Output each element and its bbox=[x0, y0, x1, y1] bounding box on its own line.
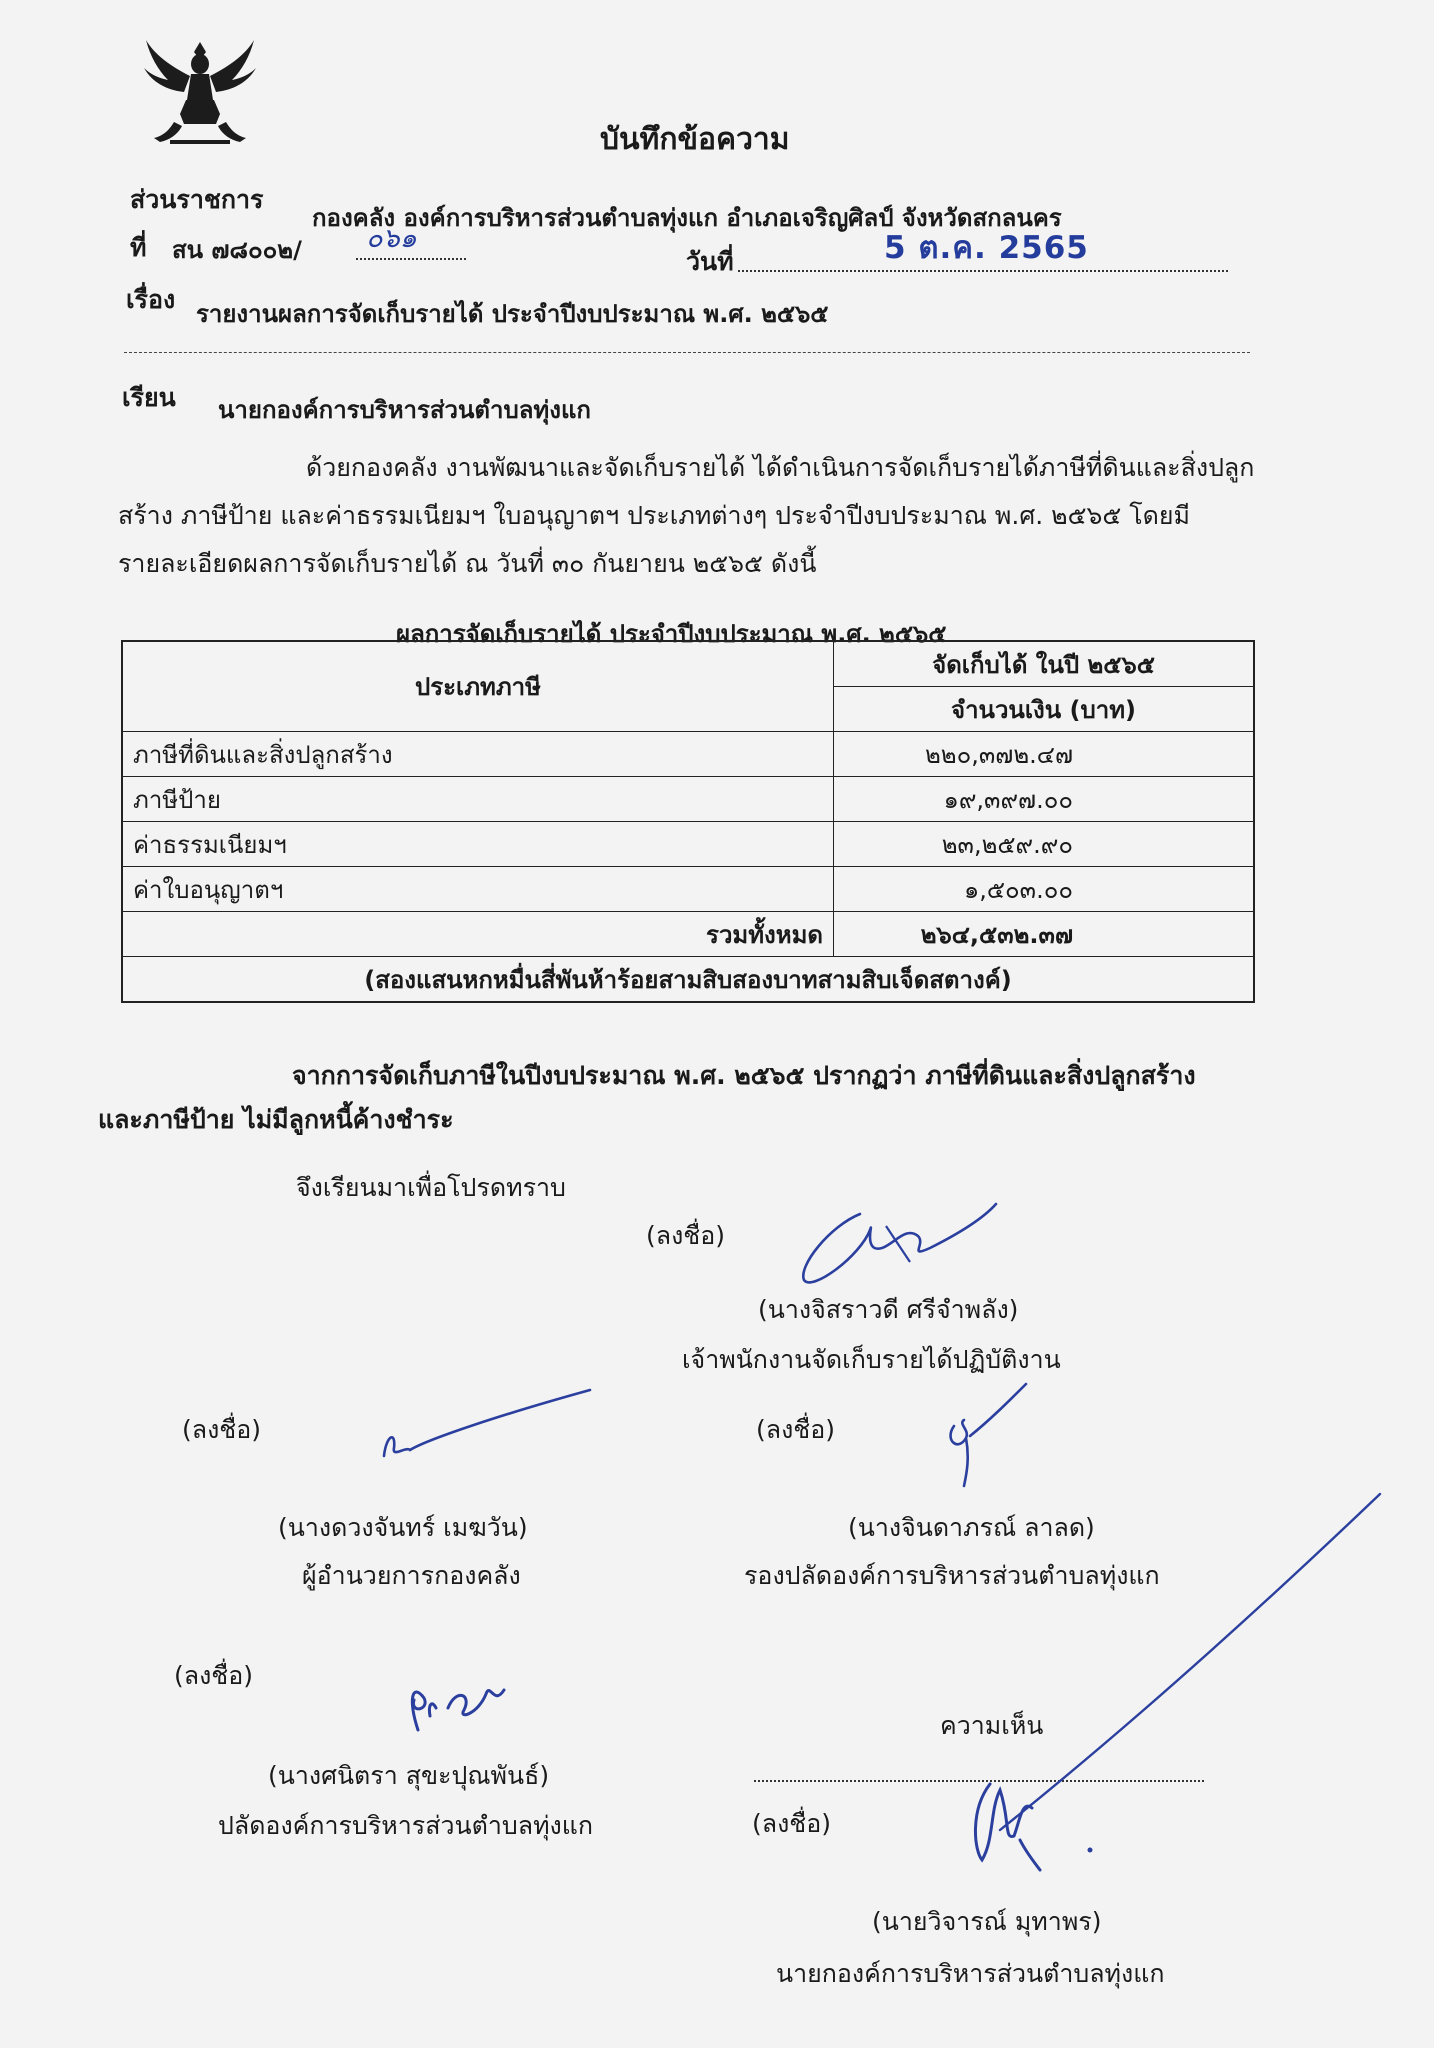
clerk-title: ปลัดองค์การบริหารส่วนตำบลทุ่งแก bbox=[218, 1811, 593, 1840]
total-words-row bbox=[122, 957, 1254, 1003]
row-amount: ๑,๕๐๓.๐๐ bbox=[834, 867, 1255, 912]
deputy-title: รองปลัดองค์การบริหารส่วนตำบลทุ่งแก bbox=[744, 1561, 1160, 1590]
mayor-signature-icon bbox=[960, 1490, 1390, 1880]
table-caption: ผลการจัดเก็บรายได้ ประจำปีงบประมาณ พ.ศ. ๒๕๖๕ bbox=[396, 620, 947, 648]
ref-label: ที่ bbox=[130, 233, 147, 262]
finance-name: (นางดวงจันทร์ เมฆวัน) bbox=[278, 1513, 528, 1542]
total-label: รวมทั้งหมด bbox=[122, 912, 834, 957]
agency-value: กองคลัง องค์การบริหารส่วนตำบลทุ่งแก อำเภอเจริญศิลป์ จังหวัดสกลนคร bbox=[312, 204, 1062, 232]
sign-label-deputy: (ลงชื่อ) bbox=[756, 1415, 836, 1444]
clerk-signature-icon bbox=[400, 1660, 520, 1740]
subject-label: เรื่อง bbox=[126, 285, 176, 314]
row-amount: ๑๙,๓๙๗.๐๐ bbox=[834, 777, 1255, 822]
row-amount: ๒๒๐,๓๗๒.๔๗ bbox=[834, 732, 1255, 777]
total-words: (สองแสนหกหมื่นสี่พันห้าร้อยสามสิบสองบาทสามสิบเจ็ดสตางค์) bbox=[122, 957, 1254, 1003]
to-label: เรียน bbox=[122, 383, 176, 412]
total-amount: ๒๖๔,๕๓๒.๓๗ bbox=[834, 912, 1255, 957]
mayor-name: (นายวิจารณ์ มุทาพร) bbox=[872, 1907, 1102, 1936]
finance-title: ผู้อำนวยการกองคลัง bbox=[302, 1561, 521, 1590]
officer-signature-icon bbox=[790, 1196, 1010, 1296]
mayor-title: นายกองค์การบริหารส่วนตำบลทุ่งแก bbox=[776, 1959, 1165, 1988]
row-type: ค่าใบอนุญาตฯ bbox=[122, 867, 834, 912]
conclusion-line-1: จากการจัดเก็บภาษีในปีงบประมาณ พ.ศ. ๒๕๖๕ ปรากฏว่า ภาษีที่ดินและสิ่งปลูกสร้าง bbox=[292, 1061, 1196, 1090]
document-title: บันทึกข้อความ bbox=[600, 122, 790, 157]
date-label: วันที่ bbox=[686, 247, 734, 276]
header-amount: จำนวนเงิน (บาท) bbox=[834, 687, 1255, 732]
row-type: ภาษีที่ดินและสิ่งปลูกสร้าง bbox=[122, 732, 834, 777]
table-row bbox=[122, 867, 1254, 912]
ref-handwritten-number: ๐๖๑ bbox=[366, 223, 417, 254]
table-row bbox=[122, 732, 1254, 777]
row-type: ภาษีป้าย bbox=[122, 777, 834, 822]
ref-prefix: สน ๗๘๐๐๒/ bbox=[172, 236, 302, 264]
table-row bbox=[122, 822, 1254, 867]
body-line-1: ด้วยกองคลัง งานพัฒนาและจัดเก็บรายได้ ได้ดำเนินการจัดเก็บรายได้ภาษีที่ดินและสิ่งปลูก bbox=[306, 453, 1255, 482]
clerk-name: (นางศนิตรา สุขะปุณพันธ์) bbox=[268, 1761, 550, 1790]
to-value: นายกองค์การบริหารส่วนตำบลทุ่งแก bbox=[218, 396, 591, 424]
sign-label-finance: (ลงชื่อ) bbox=[182, 1415, 262, 1444]
officer-name: (นางจิสราวดี ศรีจำพลัง) bbox=[758, 1295, 1019, 1324]
body-line-3: รายละเอียดผลการจัดเก็บรายได้ ณ วันที่ ๓๐ กันยายน ๒๕๖๕ ดังนี้ bbox=[118, 549, 817, 578]
garuda-emblem-icon bbox=[140, 36, 260, 148]
conclusion-line-2: และภาษีป้าย ไม่มีลูกหนี้ค้างชำระ bbox=[98, 1105, 454, 1134]
subject-value: รายงานผลการจัดเก็บรายได้ ประจำปีงบประมาณ พ.ศ. ๒๕๖๕ bbox=[196, 300, 829, 328]
header-type: ประเภทภาษี bbox=[122, 641, 834, 732]
sign-label-mayor: (ลงชื่อ) bbox=[752, 1809, 832, 1838]
table-row bbox=[122, 777, 1254, 822]
body-line-2: สร้าง ภาษีป้าย และค่าธรรมเนียมฯ ใบอนุญาตฯ ประเภทต่างๆ ประจำปีงบประมาณ พ.ศ. ๒๕๖๕ โดยมี bbox=[118, 501, 1191, 530]
deputy-name: (นางจินดาภรณ์ ลาลด) bbox=[848, 1513, 1095, 1542]
divider bbox=[124, 352, 1250, 353]
sign-label-officer: (ลงชื่อ) bbox=[646, 1221, 726, 1250]
closing-text: จึงเรียนมาเพื่อโปรดทราบ bbox=[296, 1173, 566, 1202]
deputy-signature-icon bbox=[940, 1380, 1030, 1490]
date-stamp: 5 ต.ค. 2565 bbox=[884, 230, 1089, 266]
row-amount: ๒๓,๒๕๙.๙๐ bbox=[834, 822, 1255, 867]
revenue-table bbox=[121, 640, 1255, 1003]
finance-signature-icon bbox=[376, 1386, 596, 1466]
row-type: ค่าธรรมเนียมฯ bbox=[122, 822, 834, 867]
header-collected: จัดเก็บได้ ในปี ๒๕๖๕ bbox=[834, 641, 1255, 687]
opinion-label: ความเห็น bbox=[940, 1711, 1044, 1740]
officer-title: เจ้าพนักงานจัดเก็บรายได้ปฏิบัติงาน bbox=[682, 1345, 1061, 1374]
total-row bbox=[122, 912, 1254, 957]
agency-label: ส่วนราชการ bbox=[130, 185, 264, 214]
sign-label-clerk: (ลงชื่อ) bbox=[174, 1661, 254, 1690]
